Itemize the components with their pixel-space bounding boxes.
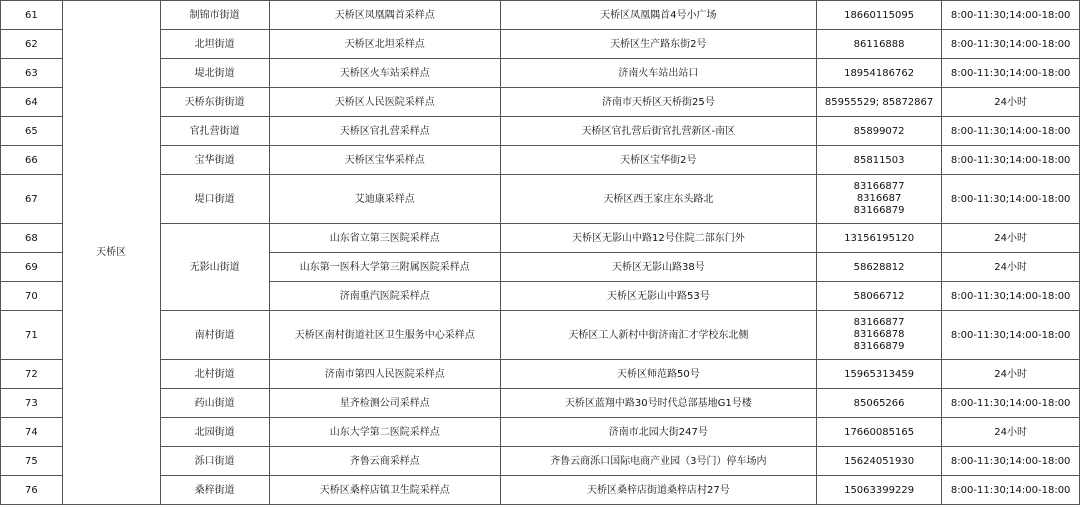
table-row <box>1 311 1080 360</box>
row-number: 61 <box>1 1 63 30</box>
address-cell: 天桥区蓝翔中路30号时代总部基地G1号楼 <box>500 389 816 418</box>
hours-cell: 8:00-11:30;14:00-18:00 <box>942 59 1080 88</box>
phone-cell: 15063399229 <box>816 476 942 505</box>
site-cell: 天桥区官扎营采样点 <box>269 117 500 146</box>
hours-cell: 8:00-11:30;14:00-18:00 <box>942 447 1080 476</box>
phone-cell: 58628812 <box>816 253 942 282</box>
address-cell: 天桥区宝华街2号 <box>500 146 816 175</box>
street-cell: 桑梓街道 <box>160 476 269 505</box>
hours-cell: 8:00-11:30;14:00-18:00 <box>942 146 1080 175</box>
site-cell: 山东大学第二医院采样点 <box>269 418 500 447</box>
district-cell: 天桥区 <box>62 1 160 505</box>
table-row <box>1 418 1080 447</box>
address-cell: 天桥区师范路50号 <box>500 360 816 389</box>
hours-cell: 24小时 <box>942 88 1080 117</box>
site-cell: 天桥区桑梓店镇卫生院采样点 <box>269 476 500 505</box>
table-row <box>1 476 1080 505</box>
street-cell: 无影山街道 <box>160 224 269 311</box>
site-cell: 济南重汽医院采样点 <box>269 282 500 311</box>
street-cell: 药山街道 <box>160 389 269 418</box>
table-row <box>1 146 1080 175</box>
row-number: 69 <box>1 253 63 282</box>
phone-number: 83166879 <box>853 341 905 352</box>
hours-cell: 24小时 <box>942 360 1080 389</box>
row-number: 63 <box>1 59 63 88</box>
hours-cell: 8:00-11:30;14:00-18:00 <box>942 30 1080 59</box>
phone-number: 83166878 <box>853 329 905 340</box>
address-cell: 天桥区凤凰隅首4号小广场 <box>500 1 816 30</box>
address-cell: 济南市北园大街247号 <box>500 418 816 447</box>
phone-cell: 86116888 <box>816 30 942 59</box>
site-cell: 山东第一医科大学第三附属医院采样点 <box>269 253 500 282</box>
site-cell: 艾迪康采样点 <box>269 175 500 224</box>
table-row <box>1 117 1080 146</box>
address-cell: 天桥区西王家庄东头路北 <box>500 175 816 224</box>
phone-cell: 13156195120 <box>816 224 942 253</box>
street-cell: 南村街道 <box>160 311 269 360</box>
street-cell: 北坦街道 <box>160 30 269 59</box>
hours-cell: 8:00-11:30;14:00-18:00 <box>942 476 1080 505</box>
street-cell: 制锦市街道 <box>160 1 269 30</box>
street-cell: 泺口街道 <box>160 447 269 476</box>
table-row <box>1 447 1080 476</box>
row-number: 64 <box>1 88 63 117</box>
hours-cell: 8:00-11:30;14:00-18:00 <box>942 282 1080 311</box>
hours-cell: 24小时 <box>942 224 1080 253</box>
row-number: 62 <box>1 30 63 59</box>
row-number: 67 <box>1 175 63 224</box>
address-cell: 天桥区生产路东街2号 <box>500 30 816 59</box>
row-number: 66 <box>1 146 63 175</box>
site-cell: 天桥区南村街道社区卫生服务中心采样点 <box>269 311 500 360</box>
street-cell: 宝华街道 <box>160 146 269 175</box>
row-number: 73 <box>1 389 63 418</box>
site-cell: 星齐检测公司采样点 <box>269 389 500 418</box>
street-cell: 天桥东街街道 <box>160 88 269 117</box>
street-cell: 北园街道 <box>160 418 269 447</box>
phone-cell: 17660085165 <box>816 418 942 447</box>
address-cell: 齐鲁云商泺口国际电商产业园（3号门）停车场内 <box>500 447 816 476</box>
table-row <box>1 30 1080 59</box>
table-row <box>1 224 1080 253</box>
phone-cell: 18660115095 <box>816 1 942 30</box>
row-number: 72 <box>1 360 63 389</box>
phone-cell: 85811503 <box>816 146 942 175</box>
address-cell: 济南火车站出站口 <box>500 59 816 88</box>
street-cell: 北村街道 <box>160 360 269 389</box>
address-cell: 天桥区官扎营后街官扎营新区-南区 <box>500 117 816 146</box>
street-cell: 堤北街道 <box>160 59 269 88</box>
address-cell: 天桥区无影山中路12号住院二部东门外 <box>500 224 816 253</box>
phone-cell: 15965313459 <box>816 360 942 389</box>
hours-cell: 24小时 <box>942 253 1080 282</box>
row-number: 68 <box>1 224 63 253</box>
site-cell: 齐鲁云商采样点 <box>269 447 500 476</box>
row-number: 74 <box>1 418 63 447</box>
table-row <box>1 175 1080 224</box>
hours-cell: 8:00-11:30;14:00-18:00 <box>942 389 1080 418</box>
site-cell: 天桥区火车站采样点 <box>269 59 500 88</box>
phone-cell: 15624051930 <box>816 447 942 476</box>
phone-cell: 85899072 <box>816 117 942 146</box>
phone-cell <box>816 311 942 360</box>
hours-cell: 8:00-11:30;14:00-18:00 <box>942 311 1080 360</box>
phone-cell: 85955529; 85872867 <box>816 88 942 117</box>
hours-cell: 8:00-11:30;14:00-18:00 <box>942 117 1080 146</box>
hours-cell: 8:00-11:30;14:00-18:00 <box>942 1 1080 30</box>
street-cell: 堤口街道 <box>160 175 269 224</box>
phone-number: 83166877 <box>853 181 905 192</box>
site-cell: 天桥区凤凰隅首采样点 <box>269 1 500 30</box>
address-cell: 天桥区工人新村中街济南汇才学校东北侧 <box>500 311 816 360</box>
row-number: 70 <box>1 282 63 311</box>
phone-number: 83166877 <box>853 317 905 328</box>
table-row <box>1 1 1080 30</box>
phone-number: 83166879 <box>853 205 905 216</box>
table-row <box>1 389 1080 418</box>
table-row <box>1 88 1080 117</box>
site-cell: 天桥区宝华采样点 <box>269 146 500 175</box>
hours-cell: 24小时 <box>942 418 1080 447</box>
address-cell: 天桥区无影山中路53号 <box>500 282 816 311</box>
row-number: 71 <box>1 311 63 360</box>
site-cell: 山东省立第三医院采样点 <box>269 224 500 253</box>
site-cell: 天桥区北坦采样点 <box>269 30 500 59</box>
phone-cell: 18954186762 <box>816 59 942 88</box>
row-number: 75 <box>1 447 63 476</box>
phone-cell <box>816 175 942 224</box>
table-row <box>1 360 1080 389</box>
street-cell: 官扎营街道 <box>160 117 269 146</box>
site-cell: 济南市第四人民医院采样点 <box>269 360 500 389</box>
address-cell: 天桥区无影山路38号 <box>500 253 816 282</box>
phone-cell: 85065266 <box>816 389 942 418</box>
phone-cell: 58066712 <box>816 282 942 311</box>
address-cell: 天桥区桑梓店街道桑梓店村27号 <box>500 476 816 505</box>
row-number: 65 <box>1 117 63 146</box>
table-row <box>1 59 1080 88</box>
site-cell: 天桥区人民医院采样点 <box>269 88 500 117</box>
phone-number: 8316687 <box>856 193 902 204</box>
address-cell: 济南市天桥区天桥街25号 <box>500 88 816 117</box>
hours-cell: 8:00-11:30;14:00-18:00 <box>942 175 1080 224</box>
row-number: 76 <box>1 476 63 505</box>
